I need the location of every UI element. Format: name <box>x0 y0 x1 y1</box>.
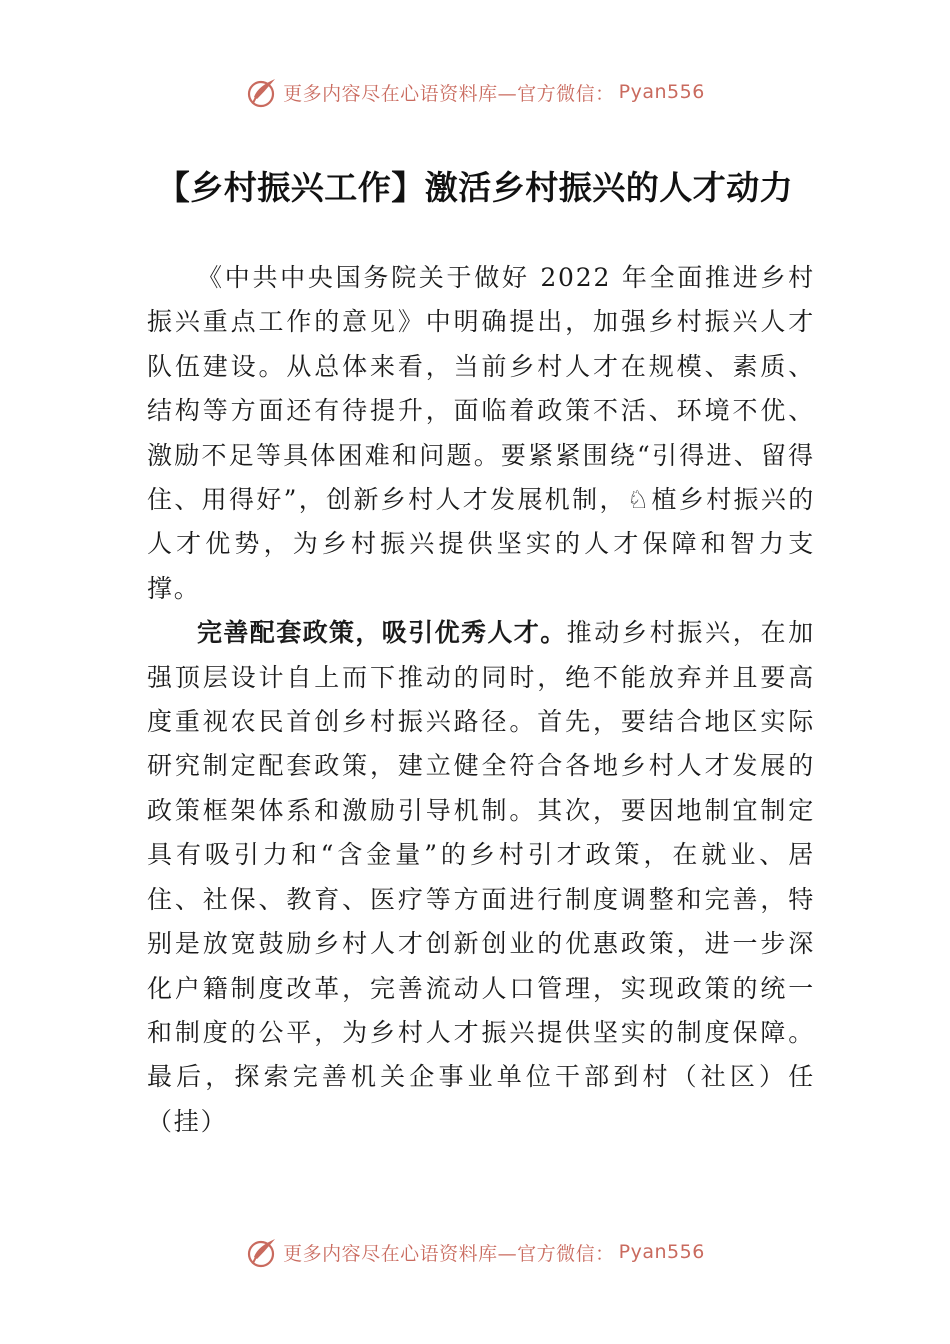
paragraph-lead: 完善配套政策，吸引优秀人才。 <box>197 618 567 648</box>
paragraph-policy <box>147 611 815 1144</box>
paragraph-intro <box>147 256 815 611</box>
paragraph-text: 推动乡村振兴，在加强顶层设计自上而下推动的同时，绝不能放弃并且要高度重视农民首创乡村振兴路径。首先，要结合地区实际研究制定配套政策，建立健全符合各地乡村人才发展的政策框架体系和激励引导机制。其次，要因地制宜制定具有吸引力和“含金量”的乡村引才政策，在就业、居住、社保、教育、医疗等方面进行制度调整和完善，特别是放宽鼓励乡村人才创新创业的优惠政策，进一步深化户籍制度改革，完善流动人口管理，实现政策的统一和制度的公平，为乡村人才振兴提供坚实的制度保障。最后，探索完善机关企事业单位干部到村（社区）任（挂） <box>147 618 815 1136</box>
quill-heart-logo-icon <box>245 75 279 109</box>
wechat-id: Pyan556 <box>618 1241 705 1263</box>
banner-text: 更多内容尽在心语资料库—官方微信： <box>283 1242 615 1265</box>
wechat-id: Pyan556 <box>618 81 705 103</box>
document-title: 【乡村振兴工作】激活乡村振兴的人才动力 <box>156 168 794 207</box>
paragraph-text: 《中共中央国务院关于做好 2022 年全面推进乡村振兴重点工作的意见》中明确提出，加强乡村振兴人才队伍建设。从总体来看，当前乡村人才在规模、素质、结构等方面还有待提升，面临着政策不活、环境不优、激励不足等具体困难和问题。要紧紧围绕“引得进、留得住、用得好”，创新乡村人才发展机制，♘植乡村振兴的人才优势，为乡村振兴提供坚实的人才保障和智力支撑。 <box>147 263 815 603</box>
banner-text: 更多内容尽在心语资料库—官方微信： <box>283 82 615 105</box>
header-banner <box>0 72 950 112</box>
quill-heart-logo-icon <box>245 1235 279 1269</box>
document-body <box>147 256 815 1144</box>
footer-banner <box>0 1232 950 1272</box>
